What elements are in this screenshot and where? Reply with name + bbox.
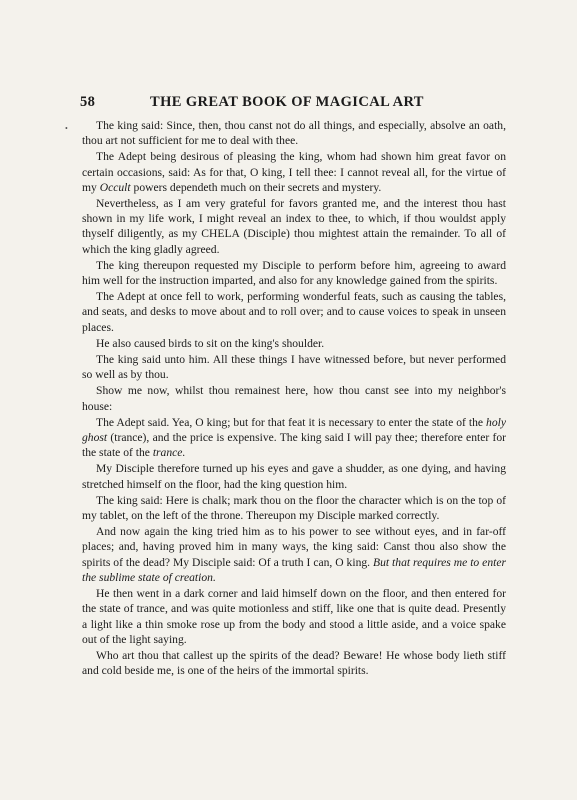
paragraph	[82, 461, 506, 491]
text-run: (trance), and the price is expensive. The king said I will pay thee; therefore enter for the state of the	[82, 431, 506, 460]
text-run: The king thereupon requested my Disciple to perform before him, agreeing to award him well for the instruction imparted, and also for any knowledge gained from the spirits.	[82, 258, 506, 288]
paragraph	[82, 415, 506, 461]
italic-text: trance.	[152, 446, 186, 460]
text-run: Show me now, whilst thou remainest here, how thou canst see into my neighbor's house:	[82, 384, 506, 413]
paragraph	[82, 336, 506, 351]
text-run: My Disciple therefore turned up his eyes and gave a shudder, as one dying, and having stretched himself on the floor, had the king question him.	[82, 462, 506, 491]
italic-text: holy ghost	[82, 415, 506, 445]
paragraph	[82, 648, 506, 678]
page-number: 58	[80, 94, 96, 110]
paragraph	[82, 289, 506, 335]
margin-mark: •	[65, 124, 68, 133]
paragraph	[82, 383, 506, 413]
paragraph	[82, 196, 506, 257]
text-run: Who art thou that callest up the spirits of the dead? Beware! He whose body lieth stiff and cold beside me, is one of the heirs of the immortal spirits.	[82, 648, 506, 678]
text-run: The Adept at once fell to work, performing wonderful feats, such as causing the tables, and seats, and desks to move about and to roll over; and to cause voices to speak in unseen places.	[82, 290, 506, 334]
paragraph	[82, 118, 506, 148]
text-run: The Adept said. Yea, O king; but for that feat it is necessary to enter the state of the	[96, 415, 487, 429]
text-run: And now again the king tried him as to his power to see without eyes, and in far-off places; and, having proved him in many ways, the king said: Canst thou also show the spirits of the dead? My Disciple said: Of a truth I can, O king.	[82, 525, 506, 569]
text-run: He then went in a dark corner and laid himself down on the floor, and then entered for the state of trance, and was quite motionless and stiff, like one that is quite dead. Presently a light like a thin smoke rose up from the body and stood a little aside, and a voice spake out of the light saying.	[82, 587, 506, 646]
running-title: THE GREAT BOOK OF MAGICAL ART	[150, 94, 424, 110]
text-run: Nevertheless, as I am very grateful for favors granted me, and the interest thou hast shown in my life work, I might reveal an index to thee, to which, if thou wouldst apply thyself diligently, as my CHELA (Disciple) thou mightest attain the remainder. To all of which the king gladly agreed.	[82, 197, 506, 256]
body-text	[82, 118, 506, 679]
paragraph	[82, 258, 506, 288]
paragraph	[82, 149, 506, 195]
text-run: The king said: Here is chalk; mark thou on the floor the character which is on the top of my tablet, on the left of the throne. Thereupon my Disciple marked correctly.	[82, 493, 506, 523]
text-run: The king said: Since, then, thou canst not do all things, and especially, absolve an oath, thou art not sufficient for me to deal with thee.	[82, 119, 506, 148]
italic-text: Occult	[99, 180, 131, 194]
text-run: The Adept being desirous of pleasing the king, whom had shown him great favor on certain occasions, said: As for that, O king, I tell thee: I cannot reveal all, for the virtue of my	[82, 150, 506, 194]
text-run: powers dependeth much on their secrets and mystery.	[130, 180, 382, 194]
paragraph	[82, 586, 506, 647]
paragraph	[82, 524, 506, 585]
italic-text: But that requires me to enter the sublime state of creation.	[82, 555, 506, 584]
text-run: The king said unto him. All these things I have witnessed before, but never performed so well as by thou.	[82, 353, 506, 382]
paragraph	[82, 352, 506, 382]
paragraph	[82, 493, 506, 523]
text-run: He also caused birds to sit on the king's shoulder.	[96, 336, 325, 350]
